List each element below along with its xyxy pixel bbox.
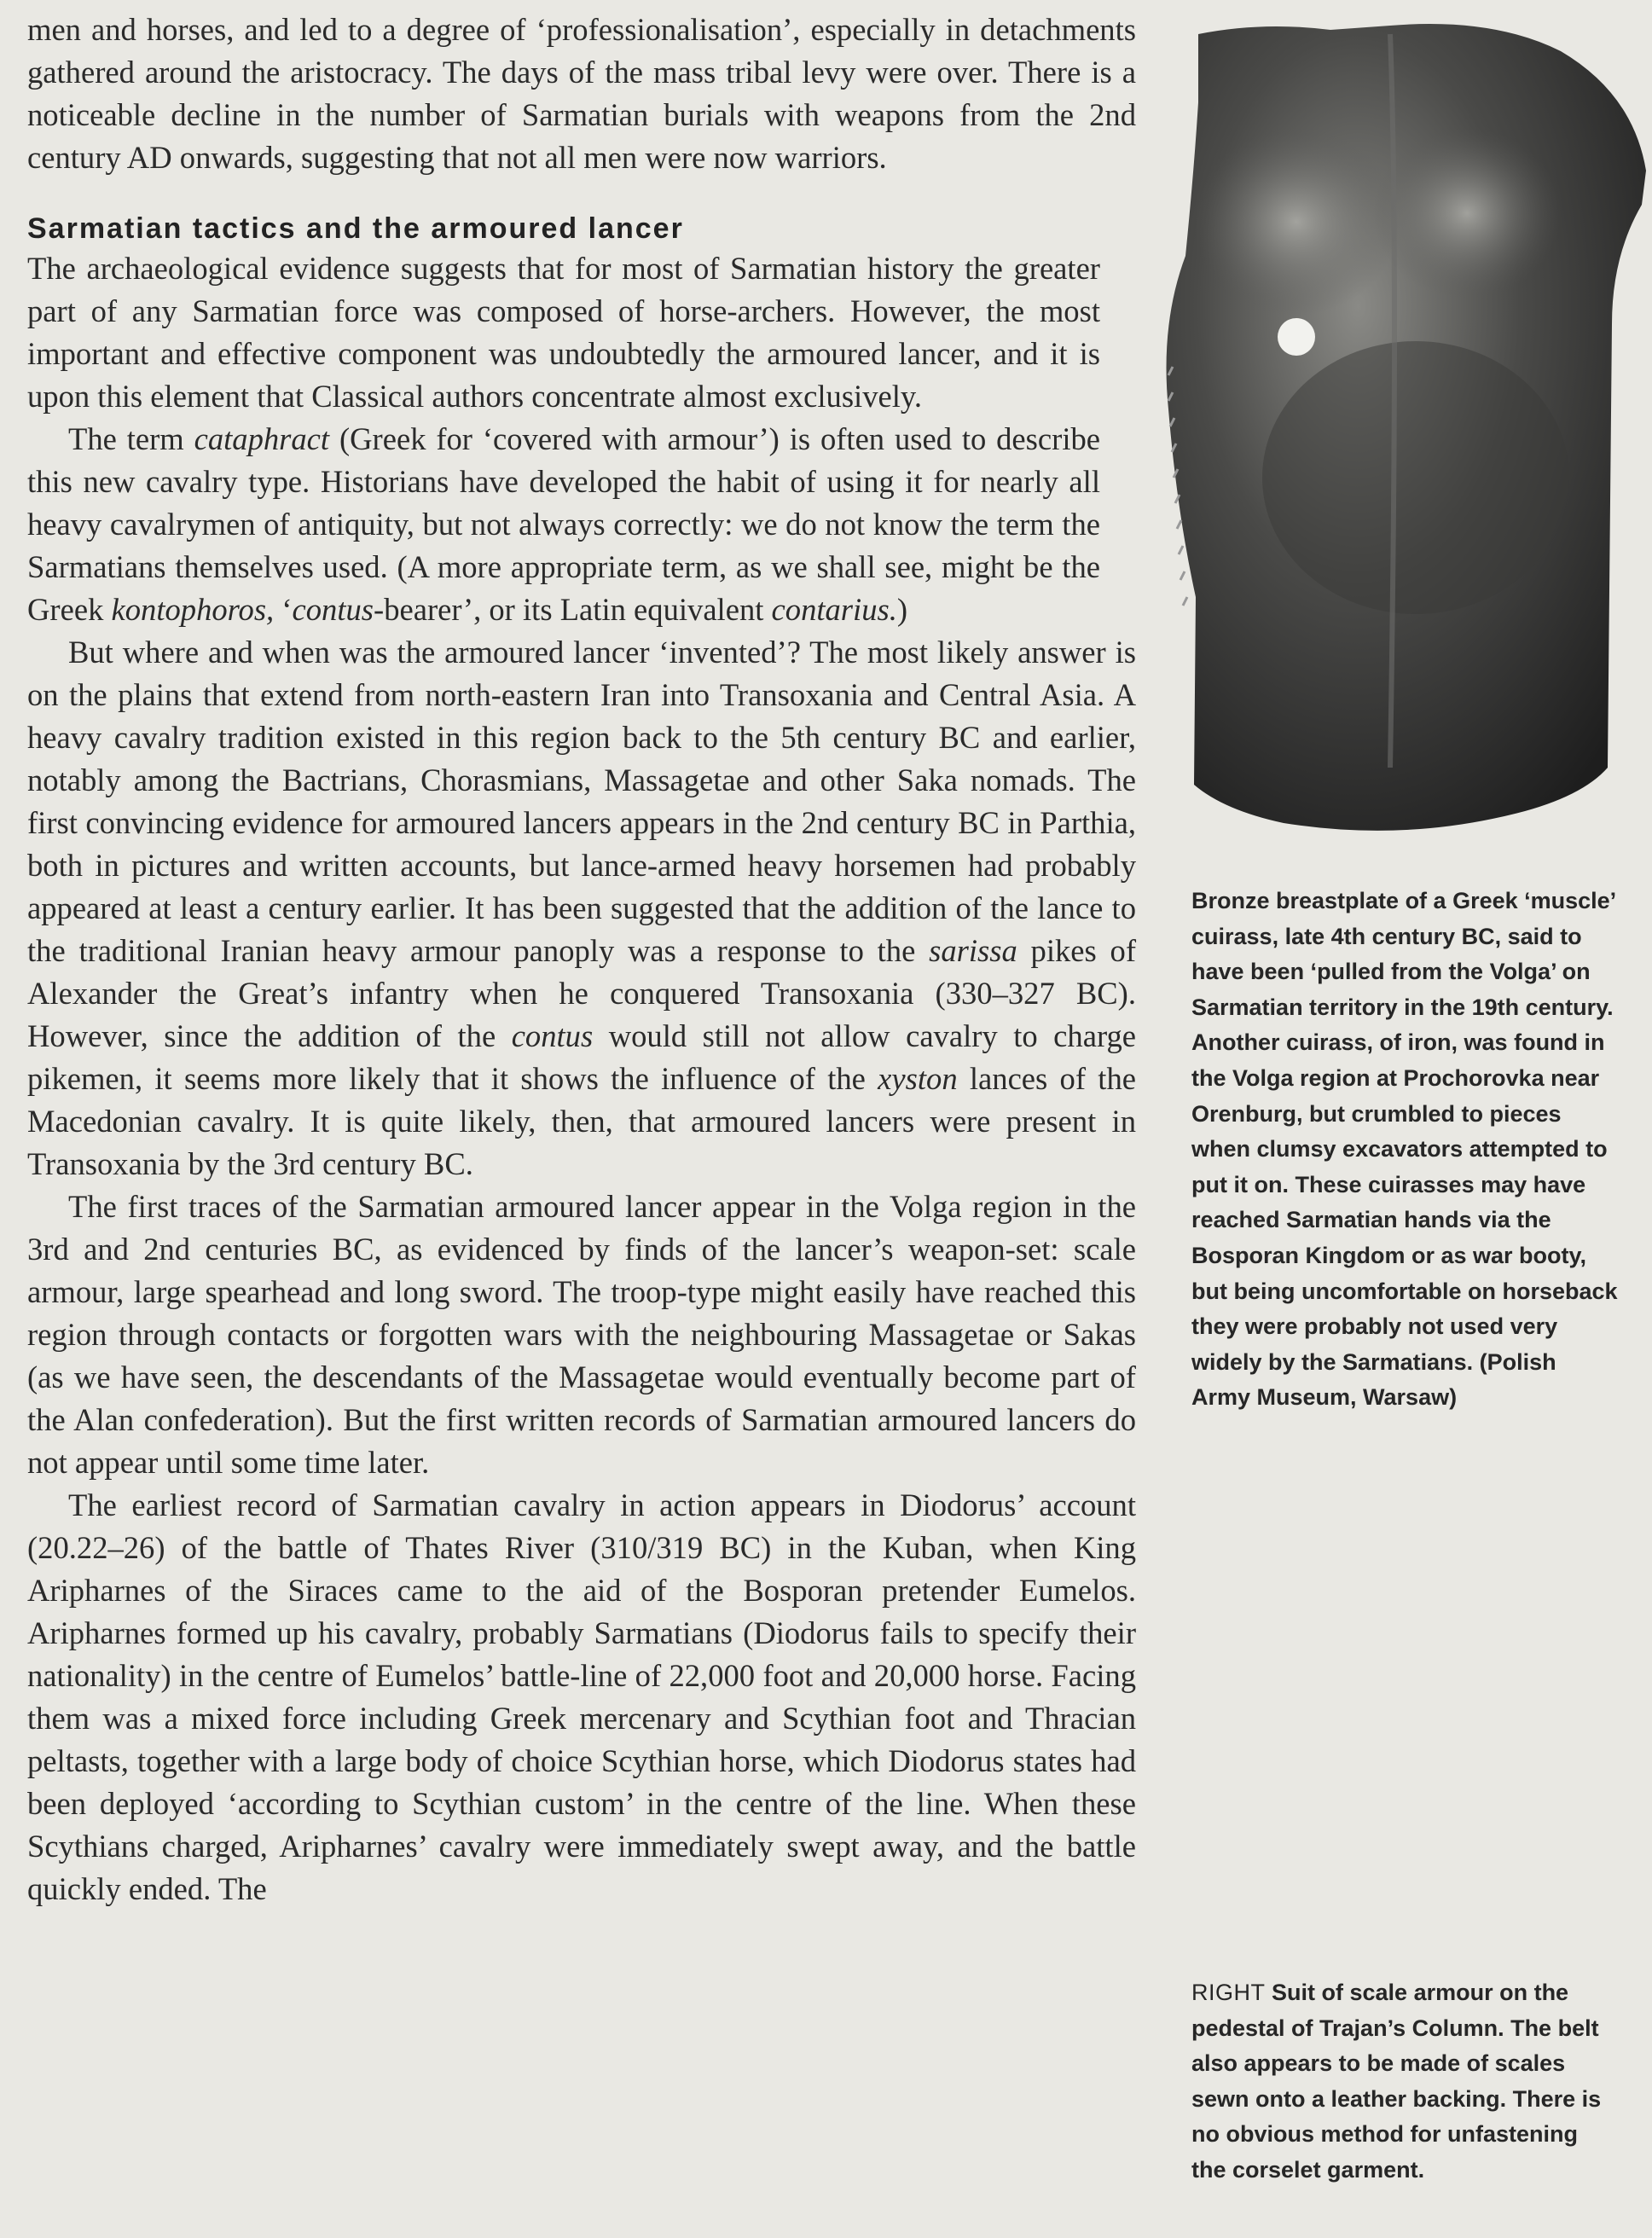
- paragraph-archaeological-evidence: The archaeological evidence suggests that for most of Sarmatian history the greater part of any Sarmatian force was composed of horse-archers. However, the most important and effective component was undoubtedly the armoured lancer, and it is upon this element that Classical authors concentrate almost exclusively.: [27, 251, 1100, 414]
- paragraph-cataphract-term: The term cataphract (Greek for ‘covered with armour’) is often used to describe this new cavalry type. Historians have developed the habit of using it for nearly all heavy cavalrymen of antiquity, but not always correctly: we do not know the term the Sarmatians themselves used. (A more appropriate term, as we shall see, might be the Greek kontophoros, ‘contus-bearer’, or its Latin equivalent contarius.): [27, 421, 1101, 627]
- main-text-column: [27, 9, 1136, 1910]
- paragraph-volga-traces: The first traces of the Sarmatian armoured lancer appear in the Volga region in the 3rd and 2nd centuries BC, as evidenced by finds of the lancer’s weapon-set: scale armour, large spearhead and long sword. The troop-type might easily have reached this region through contacts or forgotten wars with the neighbouring Massagetae or Sakas (as we have seen, the descendants of the Massagetae would eventually become part of the Alan confederation). But the first written records of Sarmatian armoured lancers do not appear until some time later.: [27, 1189, 1136, 1480]
- cuirass-photo: [1134, 0, 1652, 861]
- section-heading: Sarmatian tactics and the armoured lancer: [27, 212, 684, 245]
- paragraph-thates-river: The earliest record of Sarmatian cavalry in action appears in Diodorus’ account (20.22–26) of the battle of Thates River (310/319 BC) in the Kuban, when King Aripharnes of the Siraces came to the aid of the Bosporan pretender Eumelos. Aripharnes formed up his cavalry, probably Sarmatians (Diodorus fails to specify their nationality) in the centre of Eumelos’ battle-line of 22,000 foot and 20,000 horse. Facing them was a mixed force including Greek mercenary and Scythian foot and Thracian peltasts, together with a large body of choice Scythian horse, which Diodorus states had been deployed ‘according to Scythian custom’ in the centre of the line. When these Scythians charged, Aripharnes’ cavalry were immediately swept away, and the battle quickly ended. The: [27, 1487, 1136, 1906]
- caption-position-label: RIGHT: [1191, 1980, 1266, 2005]
- paragraph-lancer-origin: But where and when was the armoured lancer ‘invented’? The most likely answer is on the plains that extend from north-eastern Iran into Transoxania and Central Asia. A heavy cavalry tradition existed in this region back to the 5th century BC and earlier, notably among the Bactrians, Chorasmians, Massagetae and other Saka nomads. The first convincing evidence for armoured lancers appears in the 2nd century BC in Parthia, both in pictures and written accounts, but lance-armed heavy horsemen had probably appeared at least a century earlier. It has been suggested that the addition of the lance to the traditional Iranian heavy armour panoply was a response to the sarissa pikes of Alexander the Great’s infantry when he conquered Transoxania (330–327 BC). However, since the addition of the contus would still not allow cavalry to charge pikemen, it seems more likely that it shows the influence of the xyston lances of the Macedonian cavalry. It is quite likely, then, that armoured lancers were present in Transoxania by the 3rd century BC.: [27, 635, 1136, 1181]
- paragraph-intro: men and horses, and led to a degree of ‘professionalisation’, especially in detachments gathered around the aristocracy. The days of the mass tribal levy were over. There is a noticeable decline in the number of Sarmatian burials with weapons from the 2nd century AD onwards, suggesting that not all men were now warriors.: [27, 12, 1136, 175]
- caption-breastplate: Bronze breastplate of a Greek ‘muscle’ cuirass, late 4th century BC, said to have been ‘pulled from the Volga’ on Sarmatian territory in the 19th century. Another cuirass, of iron, was found in the Volga region at Prochorovka near Orenburg, but crumbled to pieces when clumsy excavators attempted to put it on. These cuirasses may have reached Sarmatian hands via the Bosporan Kingdom or as war booty, but being uncomfortable on horseback they were probably not used very widely by the Sarmatians. (Polish Army Museum, Warsaw): [1191, 888, 1618, 1411]
- caption-scale-armour: RIGHT Suit of scale armour on the pedestal of Trajan’s Column. The belt also appears to be made of scales sewn onto a leather backing. There is no obvious method for unfastening the corselet garment.: [1191, 1980, 1602, 2183]
